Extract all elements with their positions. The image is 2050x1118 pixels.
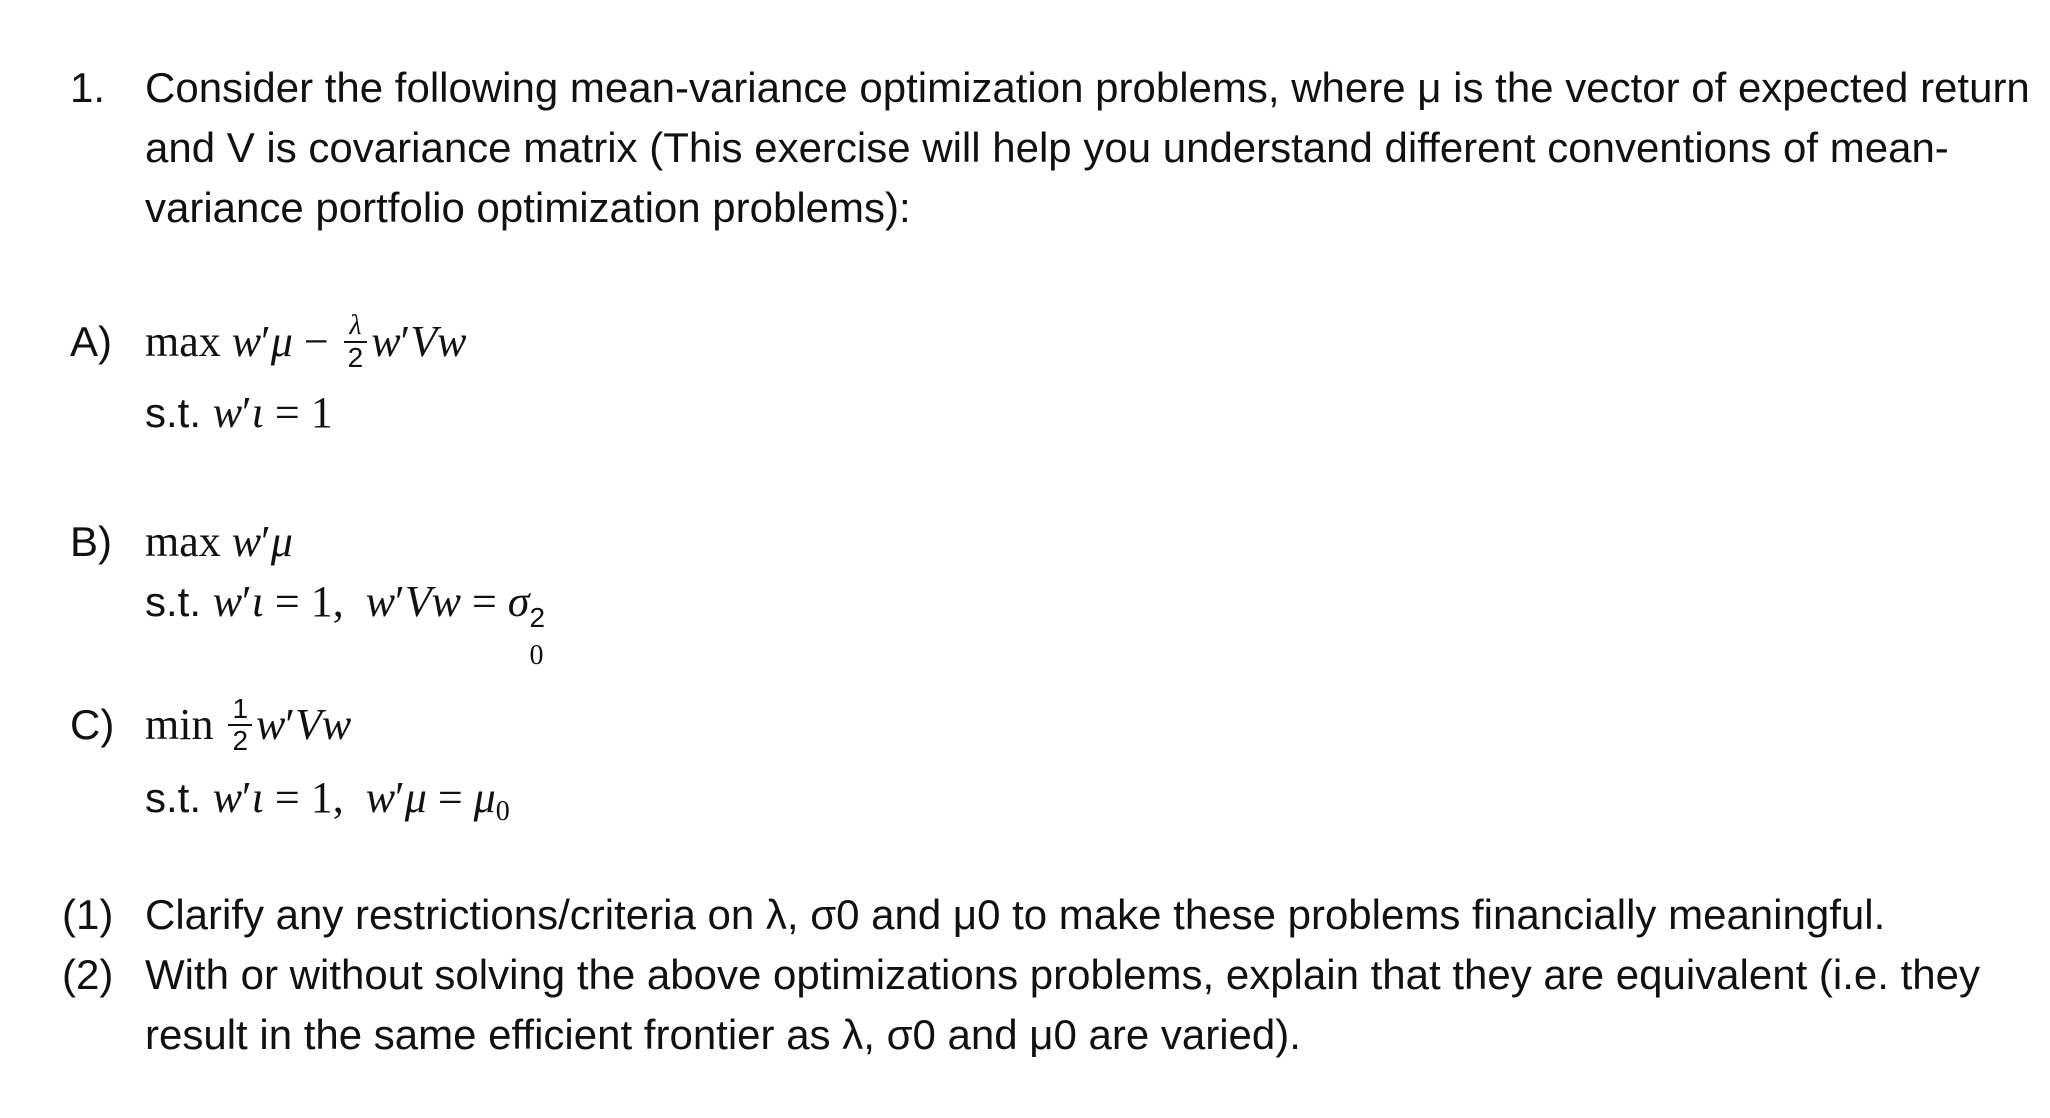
- fraction-denominator: 2: [228, 724, 252, 756]
- var-mu: μ: [473, 773, 496, 822]
- st-label: s.t.: [145, 774, 202, 821]
- equals-sign: =: [471, 577, 497, 626]
- min-operator: min: [145, 700, 214, 749]
- var-w: w: [365, 773, 396, 822]
- question-2-text-line-1: With or without solving the above optimizations problems, explain that they are equivalent (i.e. they: [145, 951, 1980, 998]
- prime: ′: [242, 773, 252, 822]
- st-label: s.t.: [145, 578, 202, 625]
- part-a-objective: [145, 309, 467, 377]
- one-half-fraction: [228, 694, 252, 756]
- var-w: w: [212, 577, 243, 626]
- prime: ′: [400, 317, 411, 366]
- lambda-over-two-fraction: [344, 311, 368, 373]
- prime: ′: [395, 577, 405, 626]
- max-operator: max: [145, 317, 221, 366]
- var-mu: μ: [270, 317, 293, 366]
- var-iota: ι: [251, 577, 264, 626]
- subscript-zero: 0: [495, 796, 510, 827]
- var-w: w: [231, 517, 262, 566]
- subscript-zero: 0: [529, 640, 544, 671]
- var-iota: ι: [251, 773, 264, 822]
- part-b-objective: [145, 512, 293, 572]
- intro-line-3: [145, 178, 911, 238]
- var-V: V: [404, 577, 432, 626]
- prime: ′: [261, 317, 271, 366]
- var-w: w: [321, 700, 352, 749]
- var-w: w: [212, 773, 243, 822]
- var-sigma: σ: [507, 577, 530, 626]
- number-one: 1: [310, 388, 333, 437]
- prime: ′: [261, 517, 271, 566]
- part-a-objective-summary: [0, 0, 1, 1]
- problem-number: 1.: [70, 64, 106, 111]
- var-mu: μ: [404, 773, 427, 822]
- part-c-label: C): [70, 701, 115, 748]
- question-1-label: (1): [62, 891, 114, 938]
- question-2-text-line-2: result in the same efficient frontier as λ, σ0 and μ0 are varied).: [145, 1011, 1301, 1058]
- part-c-constraint: [145, 768, 510, 842]
- prime: ′: [242, 577, 252, 626]
- equals-sign: =: [274, 773, 300, 822]
- number-one: 1: [310, 577, 333, 626]
- equals-sign: =: [274, 388, 300, 437]
- part-a-label: A): [70, 318, 112, 365]
- part-a-constraint: [145, 383, 333, 443]
- max-operator: max: [145, 517, 221, 566]
- question-1-text: Clarify any restrictions/criteria on λ, σ0 and μ0 to make these problems financially meaningful.: [145, 891, 1886, 938]
- prime: ′: [395, 773, 405, 822]
- var-w: w: [256, 700, 286, 749]
- part-c-objective: [145, 692, 352, 760]
- minus-sign: −: [303, 317, 329, 366]
- var-w: w: [437, 317, 467, 366]
- intro-line-1: [145, 58, 2030, 118]
- part-b-label: B): [70, 518, 112, 565]
- intro-line-1-text: Consider the following mean-variance optimization problems, where μ is the vector of expected return: [145, 64, 2030, 111]
- intro-line-2-text: and V is covariance matrix (This exercise will help you understand different conventions of mean-: [145, 124, 1949, 171]
- st-label: s.t.: [145, 389, 202, 436]
- part-b-constraint: [145, 572, 548, 671]
- fraction-numerator: λ: [349, 309, 362, 341]
- comma: ,: [332, 773, 344, 822]
- var-w: w: [212, 388, 243, 437]
- fraction-numerator: 1: [232, 692, 249, 724]
- superscript-two: 2: [529, 602, 546, 633]
- intro-line-3-text: variance portfolio optimization problems):: [145, 184, 911, 231]
- var-w: w: [365, 577, 396, 626]
- var-V: V: [295, 700, 322, 749]
- var-w: w: [431, 577, 461, 626]
- intro-line-2: [145, 118, 1949, 178]
- var-w: w: [231, 317, 262, 366]
- var-iota: ι: [251, 388, 264, 437]
- number-one: 1: [310, 773, 333, 822]
- prime: ′: [242, 388, 252, 437]
- equals-sign: =: [437, 773, 463, 822]
- equals-sign: =: [274, 577, 300, 626]
- var-mu: μ: [270, 517, 293, 566]
- var-V: V: [410, 317, 438, 366]
- fraction-denominator: 2: [344, 341, 368, 373]
- question-2-label: (2): [62, 951, 114, 998]
- var-w: w: [371, 317, 401, 366]
- comma: ,: [332, 577, 344, 626]
- prime: ′: [285, 700, 296, 749]
